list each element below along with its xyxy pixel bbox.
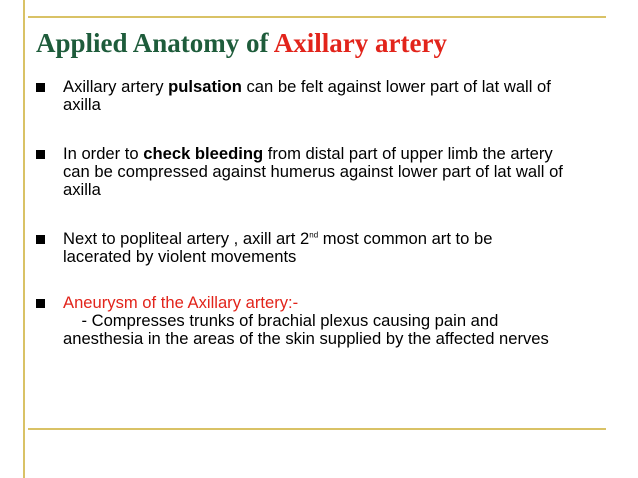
bullet-text-bold: check bleeding (143, 144, 264, 163)
bullet-text-bold: pulsation (168, 77, 242, 96)
bullet-text (63, 78, 563, 114)
bullet-text (63, 230, 563, 266)
bullet-text (63, 294, 563, 348)
bullet-item-pulsation (36, 78, 596, 114)
bullet-item-aneurysm (36, 294, 596, 348)
title-main: Applied Anatomy of (36, 28, 274, 58)
bullet-text (63, 145, 563, 199)
bullet-text-post: can be felt against lower part of lat wall of axilla (63, 77, 551, 114)
title-accent: Axillary artery (273, 28, 447, 58)
bullet-text-pre: In order to (63, 144, 144, 163)
square-bullet-icon (36, 299, 45, 308)
bullet-item-laceration (36, 230, 596, 266)
square-bullet-icon (36, 150, 45, 159)
bullet-text-post: from distal part of upper limb the artery can be compressed against humerus against lower part of lat wall of axilla (63, 144, 563, 199)
bullet-item-bleeding (36, 145, 596, 199)
top-rule (28, 16, 606, 18)
bullet-text-pre: Axillary artery (63, 77, 169, 96)
aneurysm-heading: Aneurysm of the Axillary artery:- (63, 293, 299, 312)
aneurysm-detail: - Compresses trunks of brachial plexus causing pain and anesthesia in the areas of the skin supplied by the affected nerves (63, 311, 549, 348)
square-bullet-icon (36, 83, 45, 92)
left-decor-line (23, 0, 25, 478)
bullet-text-pre: Next to popliteal artery , axill art 2 (63, 229, 310, 248)
square-bullet-icon (36, 235, 45, 244)
bottom-rule (28, 428, 606, 430)
bullet-text-post: most common art to be lacerated by violent movements (63, 229, 493, 266)
ordinal-superscript: nd (309, 230, 319, 240)
slide-title (36, 26, 447, 60)
